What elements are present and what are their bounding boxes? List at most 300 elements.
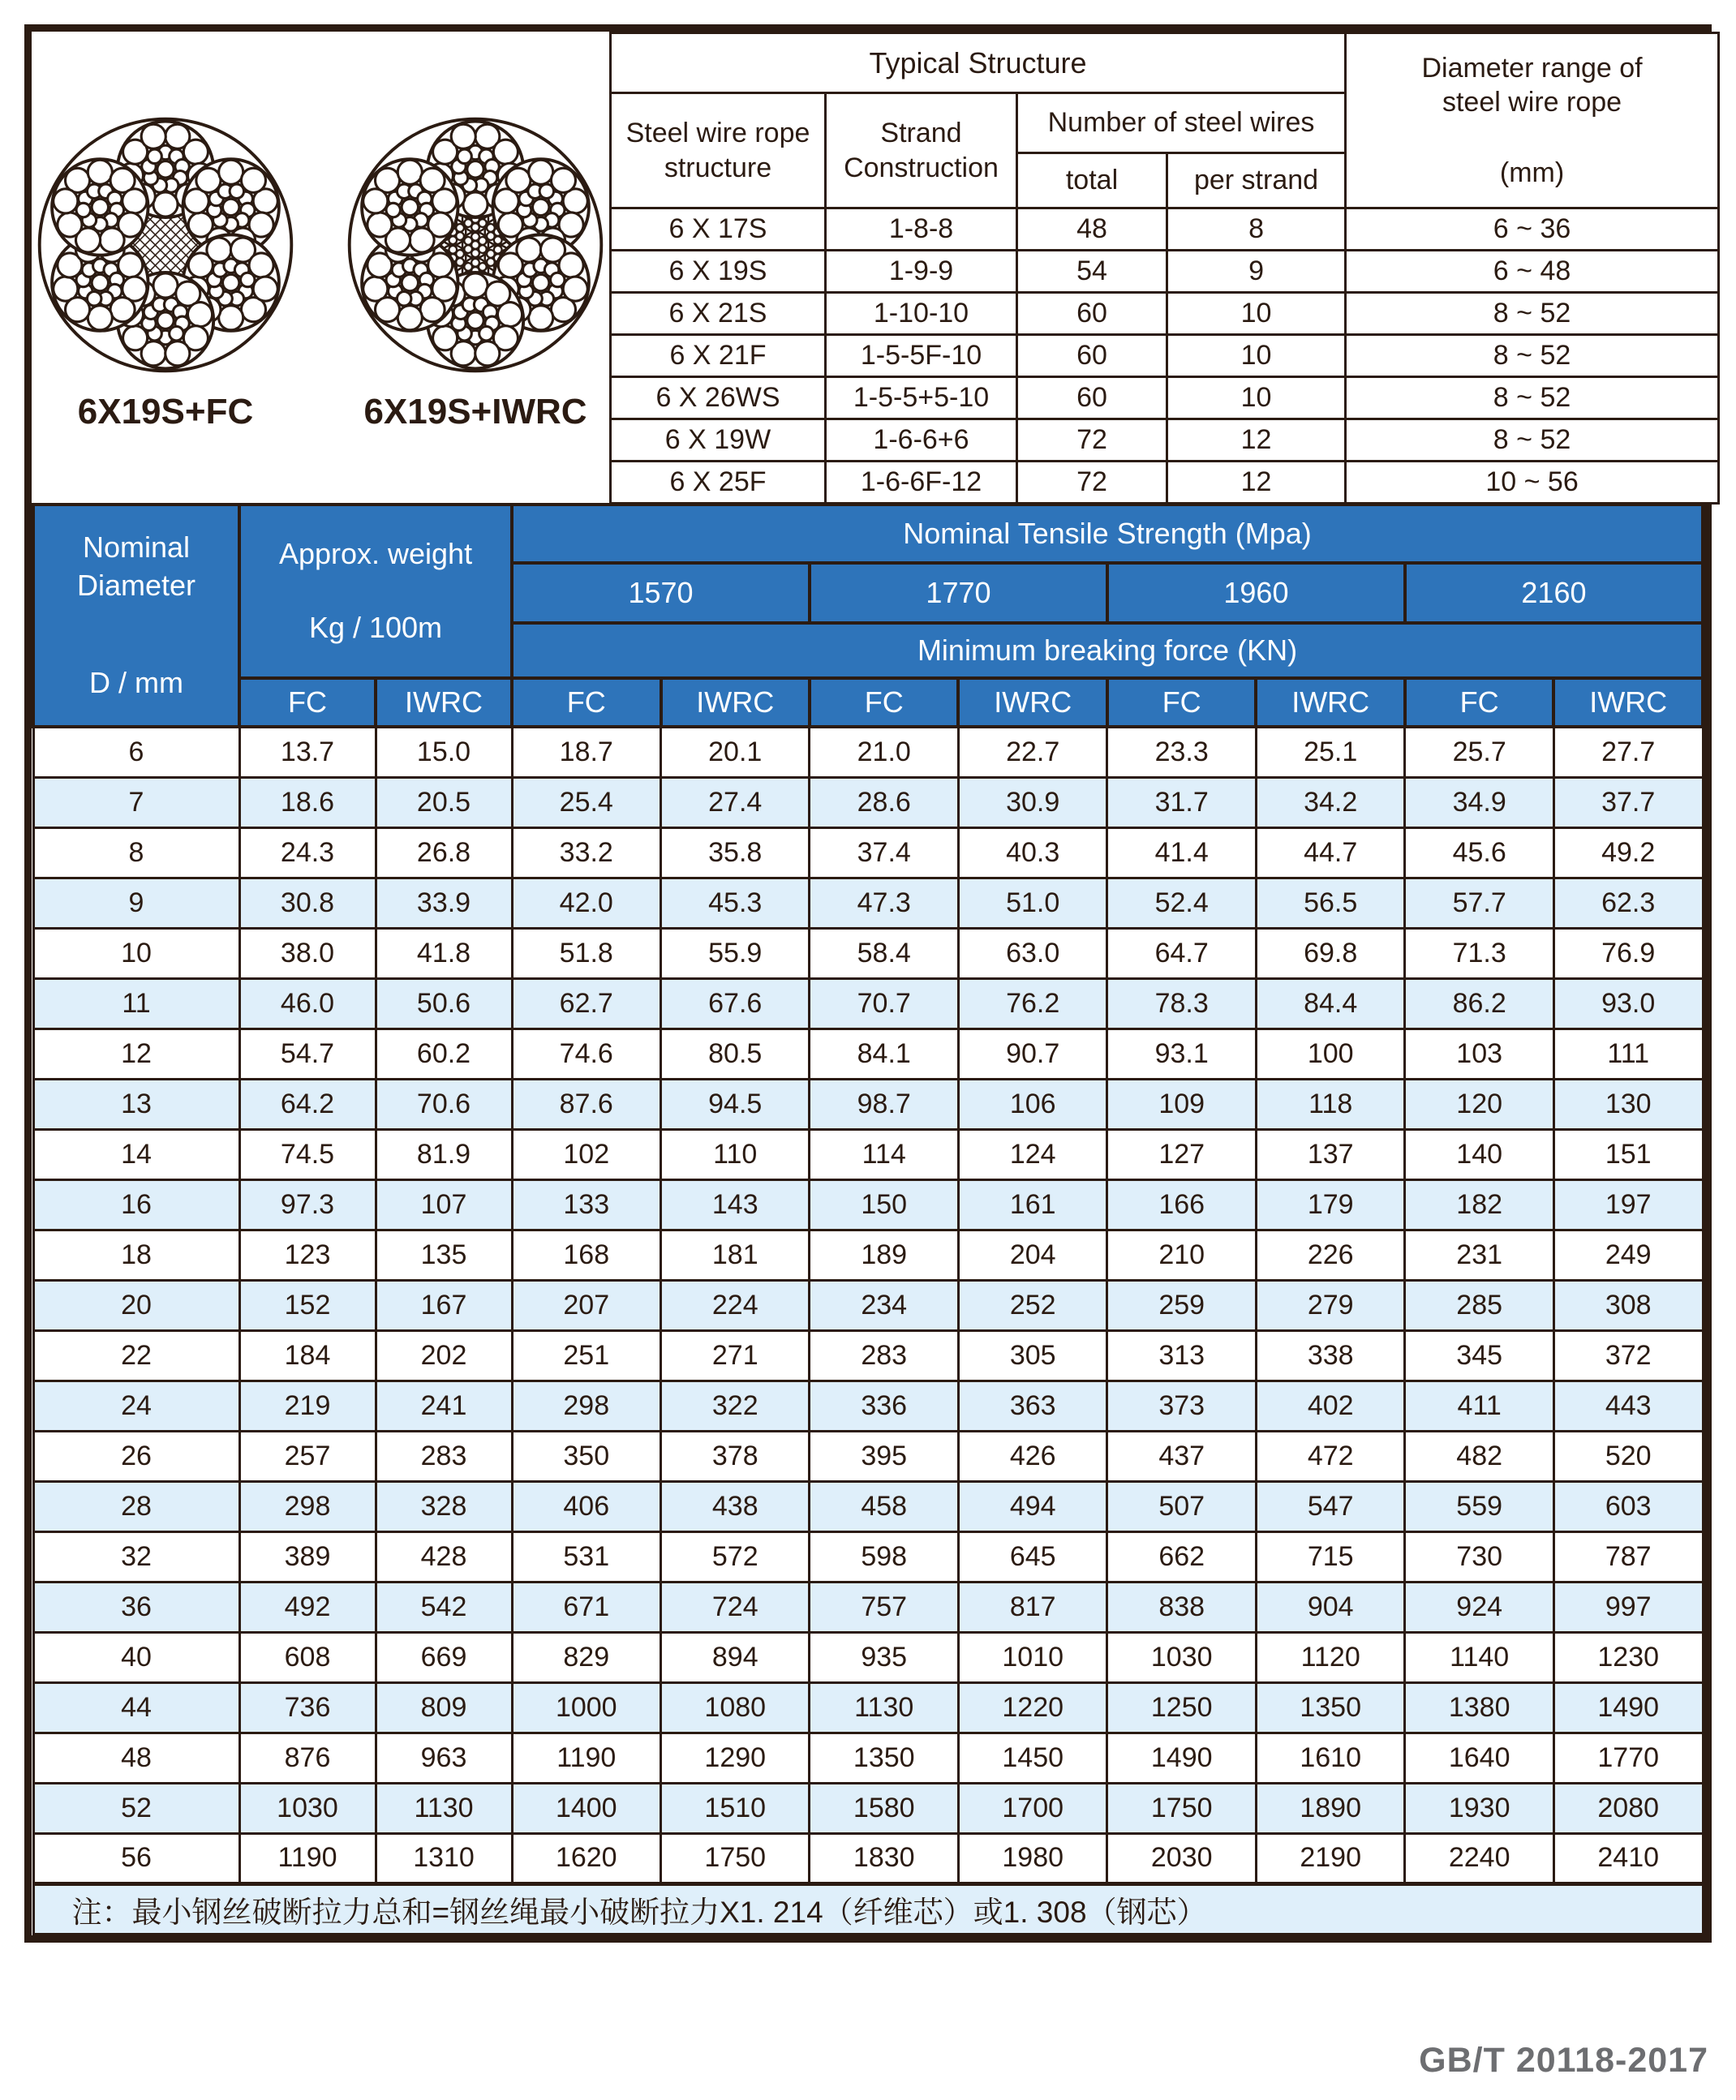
table-cell: 189 [810, 1230, 958, 1280]
table-cell: 63.0 [958, 928, 1106, 978]
table-cell: 231 [1405, 1230, 1553, 1280]
table-cell: 10 [1167, 377, 1346, 419]
table-cell: 135 [376, 1230, 512, 1280]
table-cell: 1830 [810, 1833, 958, 1883]
table-cell: 531 [512, 1531, 660, 1582]
table-cell: 1930 [1405, 1783, 1553, 1833]
table-cell: 1-6-6+6 [826, 419, 1017, 462]
col-header-approx-weight: Approx. weight Kg / 100m [239, 505, 512, 678]
table-cell: 202 [376, 1330, 512, 1381]
table-cell: 93.1 [1107, 1029, 1256, 1079]
table-cell: 437 [1107, 1431, 1256, 1481]
rope-label-fc: 6X19S+FC [77, 392, 254, 432]
table-cell: 328 [376, 1481, 512, 1531]
table-cell: 8 [1167, 208, 1346, 251]
table-cell: 123 [239, 1230, 376, 1280]
table-cell: 1350 [1256, 1682, 1404, 1733]
table-cell: 252 [958, 1280, 1106, 1330]
specification-body [33, 727, 1703, 1883]
table-cell: 1290 [661, 1733, 810, 1783]
table-cell: 152 [239, 1280, 376, 1330]
table-cell: 24 [33, 1381, 239, 1431]
table-cell: 100 [1256, 1029, 1404, 1079]
table-cell: 2190 [1256, 1833, 1404, 1883]
table-cell: 363 [958, 1381, 1106, 1431]
table-cell: 10 [33, 928, 239, 978]
table-cell: 151 [1553, 1129, 1703, 1179]
table-cell: 350 [512, 1431, 660, 1481]
table-cell: 494 [958, 1481, 1106, 1531]
table-cell: 411 [1405, 1381, 1553, 1431]
table-cell: 76.9 [1553, 928, 1703, 978]
table-cell: 608 [239, 1632, 376, 1682]
rope-diagram-iwrc [342, 111, 609, 432]
table-cell: 1190 [512, 1733, 660, 1783]
table-cell: 109 [1107, 1079, 1256, 1129]
table-cell: 283 [810, 1330, 958, 1381]
specification-row [33, 727, 1703, 777]
table-cell: 1190 [239, 1833, 376, 1883]
table-cell: 249 [1553, 1230, 1703, 1280]
table-cell: 181 [661, 1230, 810, 1280]
table-cell: 54.7 [239, 1029, 376, 1079]
table-cell: 559 [1405, 1481, 1553, 1531]
table-cell: 817 [958, 1582, 1106, 1632]
specification-row [33, 1330, 1703, 1381]
table-cell: 28.6 [810, 777, 958, 827]
table-cell: 97.3 [239, 1179, 376, 1230]
table-cell: 9 [1167, 251, 1346, 293]
table-cell: 130 [1553, 1079, 1703, 1129]
table-cell: 406 [512, 1481, 660, 1531]
note-row [33, 1883, 1703, 1934]
table-cell: 28 [33, 1481, 239, 1531]
table-cell: 45.3 [661, 878, 810, 928]
table-cell: 78.3 [1107, 978, 1256, 1029]
specification-row [33, 1431, 1703, 1481]
table-cell: 35.8 [661, 827, 810, 878]
table-cell: 94.5 [661, 1079, 810, 1129]
table-cell: 13 [33, 1079, 239, 1129]
typical-structure-title: Typical Structure [611, 33, 1346, 93]
table-cell: 428 [376, 1531, 512, 1582]
table-cell: 924 [1405, 1582, 1553, 1632]
table-cell: 6 X 19S [611, 251, 826, 293]
table-cell: 41.8 [376, 928, 512, 978]
table-cell: 279 [1256, 1280, 1404, 1330]
typical-structure-row [611, 293, 1719, 335]
table-cell: 168 [512, 1230, 660, 1280]
table-cell: 107 [376, 1179, 512, 1230]
table-cell: 251 [512, 1330, 660, 1381]
standard-number: GB/T 20118-2017 [1419, 2041, 1708, 2080]
typical-structure-table [609, 32, 1720, 505]
table-cell: 33.2 [512, 827, 660, 878]
table-cell: 829 [512, 1632, 660, 1682]
table-cell: 98.7 [810, 1079, 958, 1129]
table-cell: 507 [1107, 1481, 1256, 1531]
table-cell: 259 [1107, 1280, 1256, 1330]
table-cell: 22.7 [958, 727, 1106, 777]
table-cell: 1000 [512, 1682, 660, 1733]
table-cell: 74.6 [512, 1029, 660, 1079]
specification-row [33, 1833, 1703, 1883]
table-cell: 1750 [661, 1833, 810, 1883]
table-cell: 37.4 [810, 827, 958, 878]
table-cell: 197 [1553, 1179, 1703, 1230]
table-cell: 345 [1405, 1330, 1553, 1381]
table-cell: 1230 [1553, 1632, 1703, 1682]
table-cell: 34.2 [1256, 777, 1404, 827]
table-cell: 8 ~ 52 [1346, 419, 1719, 462]
table-cell: 372 [1553, 1330, 1703, 1381]
table-cell: 40.3 [958, 827, 1106, 878]
table-cell: 6 [33, 727, 239, 777]
table-cell: 102 [512, 1129, 660, 1179]
table-cell: 2030 [1107, 1833, 1256, 1883]
table-cell: 6 X 25F [611, 462, 826, 504]
table-cell: 6 X 19W [611, 419, 826, 462]
table-cell: 1350 [810, 1733, 958, 1783]
table-cell: 1120 [1256, 1632, 1404, 1682]
table-cell: 1030 [1107, 1632, 1256, 1682]
subcol-1770-iwrc: IWRC [958, 678, 1106, 727]
table-cell: 45.6 [1405, 827, 1553, 878]
table-cell: 298 [239, 1481, 376, 1531]
table-cell: 997 [1553, 1582, 1703, 1632]
table-cell: 67.6 [661, 978, 810, 1029]
table-cell: 30.8 [239, 878, 376, 928]
table-cell: 47.3 [810, 878, 958, 928]
table-cell: 1-6-6F-12 [826, 462, 1017, 504]
table-cell: 1220 [958, 1682, 1106, 1733]
table-cell: 24.3 [239, 827, 376, 878]
table-cell: 472 [1256, 1431, 1404, 1481]
specification-row [33, 1582, 1703, 1632]
table-cell: 1130 [810, 1682, 958, 1733]
table-cell: 1250 [1107, 1682, 1256, 1733]
col-header-per-strand: per strand [1167, 153, 1346, 208]
table-cell: 757 [810, 1582, 958, 1632]
table-cell: 62.3 [1553, 878, 1703, 928]
subcol-1570-iwrc: IWRC [661, 678, 810, 727]
grade-2160: 2160 [1405, 563, 1703, 623]
table-cell: 86.2 [1405, 978, 1553, 1029]
table-cell: 18.6 [239, 777, 376, 827]
table-cell: 22 [33, 1330, 239, 1381]
table-cell: 645 [958, 1531, 1106, 1582]
table-cell: 1080 [661, 1682, 810, 1733]
table-cell: 669 [376, 1632, 512, 1682]
table-cell: 271 [661, 1330, 810, 1381]
table-cell: 6 X 26WS [611, 377, 826, 419]
subcol-1570-fc: FC [512, 678, 660, 727]
note-text: 注：最小钢丝破断拉力总和=钢丝绳最小破断拉力X1. 214（纤维芯）或1. 308（钢芯） [33, 1883, 1703, 1934]
table-cell: 963 [376, 1733, 512, 1783]
table-cell: 1140 [1405, 1632, 1553, 1682]
table-cell: 44 [33, 1682, 239, 1733]
table-cell: 482 [1405, 1431, 1553, 1481]
subcol-1770-fc: FC [810, 678, 958, 727]
table-cell: 20.1 [661, 727, 810, 777]
table-cell: 90.7 [958, 1029, 1106, 1079]
table-cell: 20.5 [376, 777, 512, 827]
table-cell: 1770 [1553, 1733, 1703, 1783]
table-cell: 23.3 [1107, 727, 1256, 777]
table-cell: 438 [661, 1481, 810, 1531]
table-cell: 671 [512, 1582, 660, 1632]
table-cell: 93.0 [1553, 978, 1703, 1029]
typical-structure-row [611, 251, 1719, 293]
table-cell: 124 [958, 1129, 1106, 1179]
table-cell: 167 [376, 1280, 512, 1330]
table-cell: 72 [1017, 462, 1167, 504]
table-cell: 1-9-9 [826, 251, 1017, 293]
table-cell: 40 [33, 1632, 239, 1682]
header-tensile-strength: Nominal Tensile Strength (Mpa) [512, 505, 1703, 563]
table-cell: 715 [1256, 1531, 1404, 1582]
table-cell: 31.7 [1107, 777, 1256, 827]
table-cell: 257 [239, 1431, 376, 1481]
table-cell: 426 [958, 1431, 1106, 1481]
table-cell: 41.4 [1107, 827, 1256, 878]
table-cell: 204 [958, 1230, 1106, 1280]
table-cell: 224 [661, 1280, 810, 1330]
rope-cross-section-iwrc-image [342, 111, 609, 379]
typical-structure-body [611, 208, 1719, 504]
table-cell: 81.9 [376, 1129, 512, 1179]
table-cell: 118 [1256, 1079, 1404, 1129]
typical-structure-row [611, 419, 1719, 462]
col-header-number-of-wires: Number of steel wires [1017, 93, 1346, 153]
table-cell: 572 [661, 1531, 810, 1582]
table-cell: 1380 [1405, 1682, 1553, 1733]
table-cell: 33.9 [376, 878, 512, 928]
specification-row [33, 978, 1703, 1029]
table-cell: 36 [33, 1582, 239, 1632]
table-cell: 20 [33, 1280, 239, 1330]
table-cell: 12 [1167, 462, 1346, 504]
table-cell: 50.6 [376, 978, 512, 1029]
table-cell: 32 [33, 1531, 239, 1582]
specification-row [33, 1632, 1703, 1682]
table-cell: 1010 [958, 1632, 1106, 1682]
table-cell: 1130 [376, 1783, 512, 1833]
table-cell: 30.9 [958, 777, 1106, 827]
table-cell: 787 [1553, 1531, 1703, 1582]
table-cell: 226 [1256, 1230, 1404, 1280]
table-cell: 935 [810, 1632, 958, 1682]
table-cell: 1700 [958, 1783, 1106, 1833]
table-cell: 1580 [810, 1783, 958, 1833]
table-cell: 1490 [1553, 1682, 1703, 1733]
table-cell: 72 [1017, 419, 1167, 462]
table-cell: 1750 [1107, 1783, 1256, 1833]
col-header-nominal-diameter: Nominal Diameter D / mm [33, 505, 239, 727]
table-cell: 166 [1107, 1179, 1256, 1230]
table-cell: 76.2 [958, 978, 1106, 1029]
table-cell: 114 [810, 1129, 958, 1179]
specification-table [32, 503, 1704, 1935]
col-header-strand-construction: Strand Construction [826, 93, 1017, 208]
table-cell: 58.4 [810, 928, 958, 978]
table-cell: 84.4 [1256, 978, 1404, 1029]
table-cell: 1310 [376, 1833, 512, 1883]
table-cell: 52.4 [1107, 878, 1256, 928]
table-cell: 60 [1017, 377, 1167, 419]
table-cell: 458 [810, 1481, 958, 1531]
table-cell: 298 [512, 1381, 660, 1431]
table-cell: 1640 [1405, 1733, 1553, 1783]
table-cell: 70.6 [376, 1079, 512, 1129]
table-cell: 25.4 [512, 777, 660, 827]
table-cell: 18.7 [512, 727, 660, 777]
table-cell: 662 [1107, 1531, 1256, 1582]
table-cell: 46.0 [239, 978, 376, 1029]
specification-row [33, 1733, 1703, 1783]
table-cell: 7 [33, 777, 239, 827]
table-cell: 25.7 [1405, 727, 1553, 777]
col-header-diameter-range: Diameter range of steel wire rope (mm) [1346, 33, 1719, 208]
table-cell: 6 X 17S [611, 208, 826, 251]
table-cell: 730 [1405, 1531, 1553, 1582]
grade-1960: 1960 [1107, 563, 1405, 623]
table-cell: 9 [33, 878, 239, 928]
table-cell: 547 [1256, 1481, 1404, 1531]
subcol-weight-fc: FC [239, 678, 376, 727]
table-cell: 52 [33, 1783, 239, 1833]
table-cell: 60 [1017, 293, 1167, 335]
table-cell: 338 [1256, 1330, 1404, 1381]
table-cell: 120 [1405, 1079, 1553, 1129]
table-cell: 12 [33, 1029, 239, 1079]
table-cell: 2080 [1553, 1783, 1703, 1833]
specification-row [33, 1179, 1703, 1230]
table-cell: 42.0 [512, 878, 660, 928]
table-cell: 598 [810, 1531, 958, 1582]
table-cell: 1450 [958, 1733, 1106, 1783]
table-cell: 55.9 [661, 928, 810, 978]
subcol-weight-iwrc: IWRC [376, 678, 512, 727]
table-cell: 724 [661, 1582, 810, 1632]
specification-row [33, 928, 1703, 978]
table-cell: 1620 [512, 1833, 660, 1883]
specification-row [33, 1230, 1703, 1280]
table-cell: 34.9 [1405, 777, 1553, 827]
table-cell: 6 X 21S [611, 293, 826, 335]
table-cell: 60 [1017, 335, 1167, 377]
table-cell: 234 [810, 1280, 958, 1330]
table-cell: 48 [1017, 208, 1167, 251]
table-cell: 51.8 [512, 928, 660, 978]
table-cell: 207 [512, 1280, 660, 1330]
table-cell: 51.0 [958, 878, 1106, 928]
table-cell: 308 [1553, 1280, 1703, 1330]
table-cell: 74.5 [239, 1129, 376, 1179]
col-header-rope-structure: Steel wire rope structure [611, 93, 826, 208]
table-cell: 1-5-5F-10 [826, 335, 1017, 377]
table-cell: 2240 [1405, 1833, 1553, 1883]
specification-row [33, 1129, 1703, 1179]
table-cell: 904 [1256, 1582, 1404, 1632]
header-breaking-force: Minimum breaking force (KN) [512, 623, 1703, 678]
table-cell: 336 [810, 1381, 958, 1431]
table-cell: 60.2 [376, 1029, 512, 1079]
table-cell: 1890 [1256, 1783, 1404, 1833]
rope-diagram-fc [32, 111, 299, 432]
typical-structure-row [611, 208, 1719, 251]
table-cell: 106 [958, 1079, 1106, 1129]
table-cell: 25.1 [1256, 727, 1404, 777]
table-cell: 443 [1553, 1381, 1703, 1431]
table-cell: 876 [239, 1733, 376, 1783]
table-cell: 1-10-10 [826, 293, 1017, 335]
table-cell: 894 [661, 1632, 810, 1682]
subcol-1960-iwrc: IWRC [1256, 678, 1404, 727]
table-cell: 84.1 [810, 1029, 958, 1079]
table-cell: 736 [239, 1682, 376, 1733]
table-cell: 241 [376, 1381, 512, 1431]
table-cell: 14 [33, 1129, 239, 1179]
specification-row [33, 1531, 1703, 1582]
table-cell: 1030 [239, 1783, 376, 1833]
table-cell: 18 [33, 1230, 239, 1280]
table-cell: 492 [239, 1582, 376, 1632]
table-cell: 27.4 [661, 777, 810, 827]
table-cell: 809 [376, 1682, 512, 1733]
table-cell: 2410 [1553, 1833, 1703, 1883]
table-cell: 11 [33, 978, 239, 1029]
table-cell: 322 [661, 1381, 810, 1431]
specification-row [33, 777, 1703, 827]
specification-row [33, 878, 1703, 928]
table-cell: 13.7 [239, 727, 376, 777]
table-cell: 103 [1405, 1029, 1553, 1079]
table-cell: 520 [1553, 1431, 1703, 1481]
typical-structure-row [611, 462, 1719, 504]
specification-row [33, 1481, 1703, 1531]
table-cell: 305 [958, 1330, 1106, 1381]
table-cell: 1490 [1107, 1733, 1256, 1783]
grade-1770: 1770 [810, 563, 1107, 623]
table-cell: 1510 [661, 1783, 810, 1833]
table-cell: 70.7 [810, 978, 958, 1029]
rope-diagrams [32, 32, 609, 503]
table-cell: 38.0 [239, 928, 376, 978]
table-cell: 69.8 [1256, 928, 1404, 978]
typical-structure-row [611, 377, 1719, 419]
table-cell: 137 [1256, 1129, 1404, 1179]
table-cell: 15.0 [376, 727, 512, 777]
table-cell: 10 [1167, 335, 1346, 377]
typical-structure-row [611, 335, 1719, 377]
specification-row [33, 1783, 1703, 1833]
table-cell: 143 [661, 1179, 810, 1230]
rope-cross-section-fc-image [32, 111, 299, 379]
table-cell: 133 [512, 1179, 660, 1230]
table-cell: 62.7 [512, 978, 660, 1029]
grade-1570: 1570 [512, 563, 810, 623]
specification-row [33, 827, 1703, 878]
table-cell: 542 [376, 1582, 512, 1632]
table-cell: 283 [376, 1431, 512, 1481]
table-cell: 838 [1107, 1582, 1256, 1632]
table-cell: 48 [33, 1733, 239, 1783]
table-cell: 8 [33, 827, 239, 878]
table-cell: 54 [1017, 251, 1167, 293]
table-cell: 313 [1107, 1330, 1256, 1381]
table-cell: 21.0 [810, 727, 958, 777]
